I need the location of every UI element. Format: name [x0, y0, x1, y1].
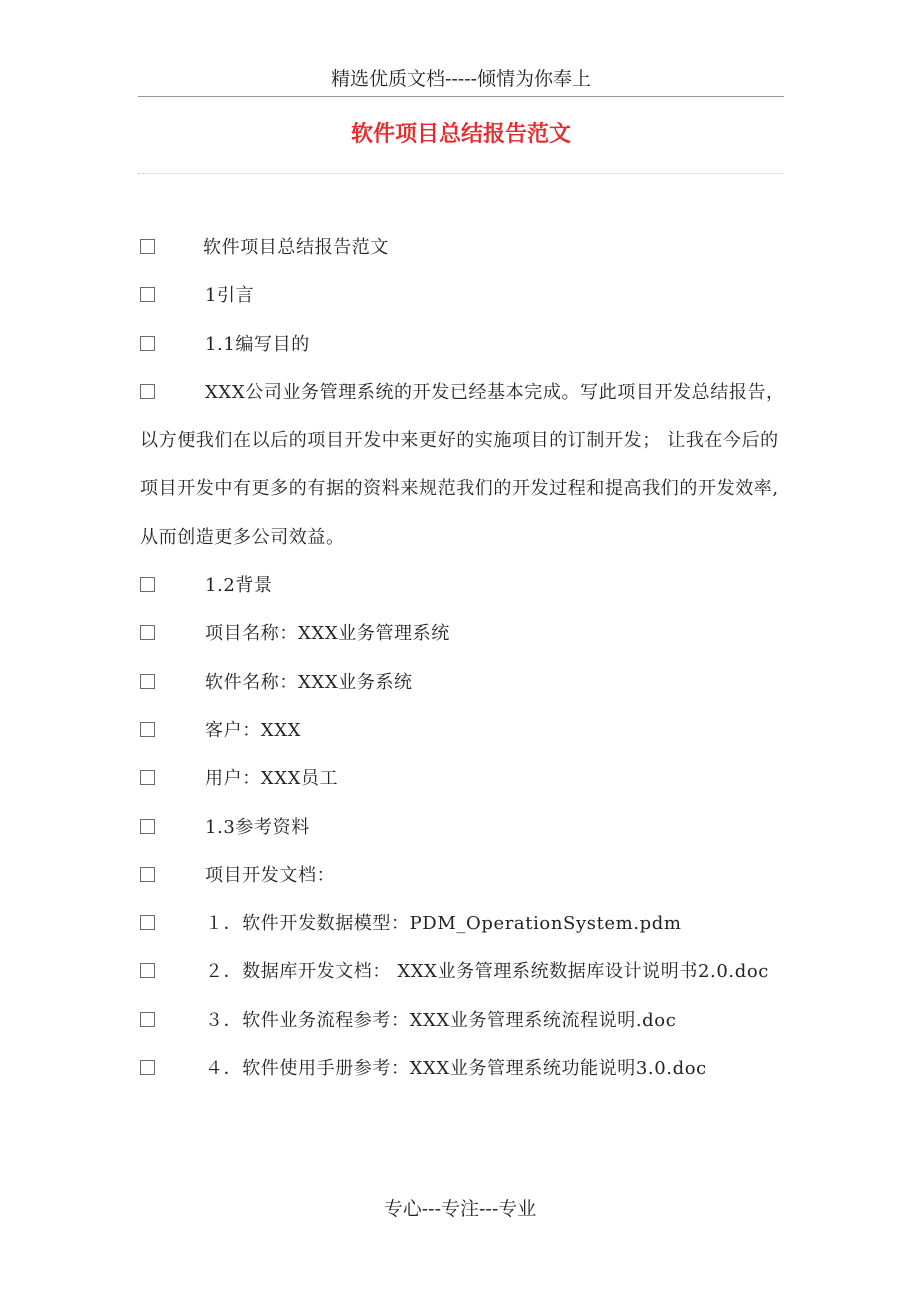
- paragraph-text: 用户：XXX员工: [205, 768, 339, 790]
- checkbox-glyph: [140, 384, 155, 399]
- paragraph-text: XXX公司业务管理系统的开发已经基本完成。写此项目开发总结报告，以方便我们在以后的项目开发中来更好的实施项目的订制开发； 让我在今后的项目开发中有更多的有据的资料来规范我们的开发过程和提高我们的开发效率,从而创造更多公司效益。: [140, 381, 785, 548]
- paragraph-text: ３．软件业务流程参考：XXX业务管理系统流程说明.doc: [205, 1009, 677, 1031]
- paragraph-text: 项目开发文档：: [205, 864, 336, 886]
- paragraph: [140, 1045, 790, 1093]
- paragraph: [140, 610, 790, 658]
- paragraph-text: ２．数据库开发文档： XXX业务管理系统数据库设计说明书2.0.doc: [205, 961, 769, 983]
- checkbox-glyph: [140, 336, 155, 351]
- checkbox-glyph: [140, 963, 155, 978]
- paragraph-text: 1.2背景: [205, 575, 273, 597]
- document-title: 软件项目总结报告范文: [350, 122, 571, 147]
- paragraph: [140, 369, 790, 562]
- paragraph: [140, 948, 790, 996]
- checkbox-glyph: [140, 577, 155, 592]
- paragraph: [140, 659, 790, 707]
- paragraph: [140, 755, 790, 803]
- paragraph: [140, 852, 790, 900]
- checkbox-glyph: [140, 1060, 155, 1075]
- paragraph: [140, 272, 790, 320]
- paragraph: [140, 224, 790, 272]
- checkbox-glyph: [140, 287, 155, 302]
- paragraph-text: 1.3参考资料: [205, 816, 310, 838]
- page-footer: 专心---专注---专业: [383, 1198, 537, 1220]
- checkbox-glyph: [140, 239, 155, 254]
- paragraph-text: 软件项目总结报告范文: [203, 237, 389, 258]
- paragraph: [140, 997, 790, 1045]
- paragraph-text: 软件名称：XXX业务系统: [205, 671, 413, 693]
- checkbox-glyph: [140, 1012, 155, 1027]
- checkbox-glyph: [140, 819, 155, 834]
- checkbox-glyph: [140, 770, 155, 785]
- checkbox-glyph: [140, 674, 155, 689]
- paragraph: [140, 321, 790, 369]
- document-body: [140, 224, 790, 1093]
- checkbox-glyph: [140, 867, 155, 882]
- paragraph-text: 客户：XXX: [205, 719, 302, 741]
- paragraph-text: 1.1编写目的: [205, 333, 310, 355]
- paragraph: [140, 900, 790, 948]
- checkbox-glyph: [140, 722, 155, 737]
- paragraph: [140, 562, 790, 610]
- paragraph-text: ４．软件使用手册参考：XXX业务管理系统功能说明3.0.doc: [205, 1058, 707, 1080]
- paragraph-text: 项目名称：XXX业务管理系统: [205, 623, 450, 645]
- checkbox-glyph: [140, 625, 155, 640]
- paragraph-text: １．软件开发数据模型：PDM_OperationSystem.pdm: [205, 913, 682, 935]
- title-divider: [138, 173, 784, 174]
- paragraph-text: 1引言: [205, 285, 255, 307]
- page-header: 精选优质文档-----倾情为你奉上: [138, 64, 784, 97]
- paragraph: [140, 707, 790, 755]
- checkbox-glyph: [140, 915, 155, 930]
- paragraph: [140, 804, 790, 852]
